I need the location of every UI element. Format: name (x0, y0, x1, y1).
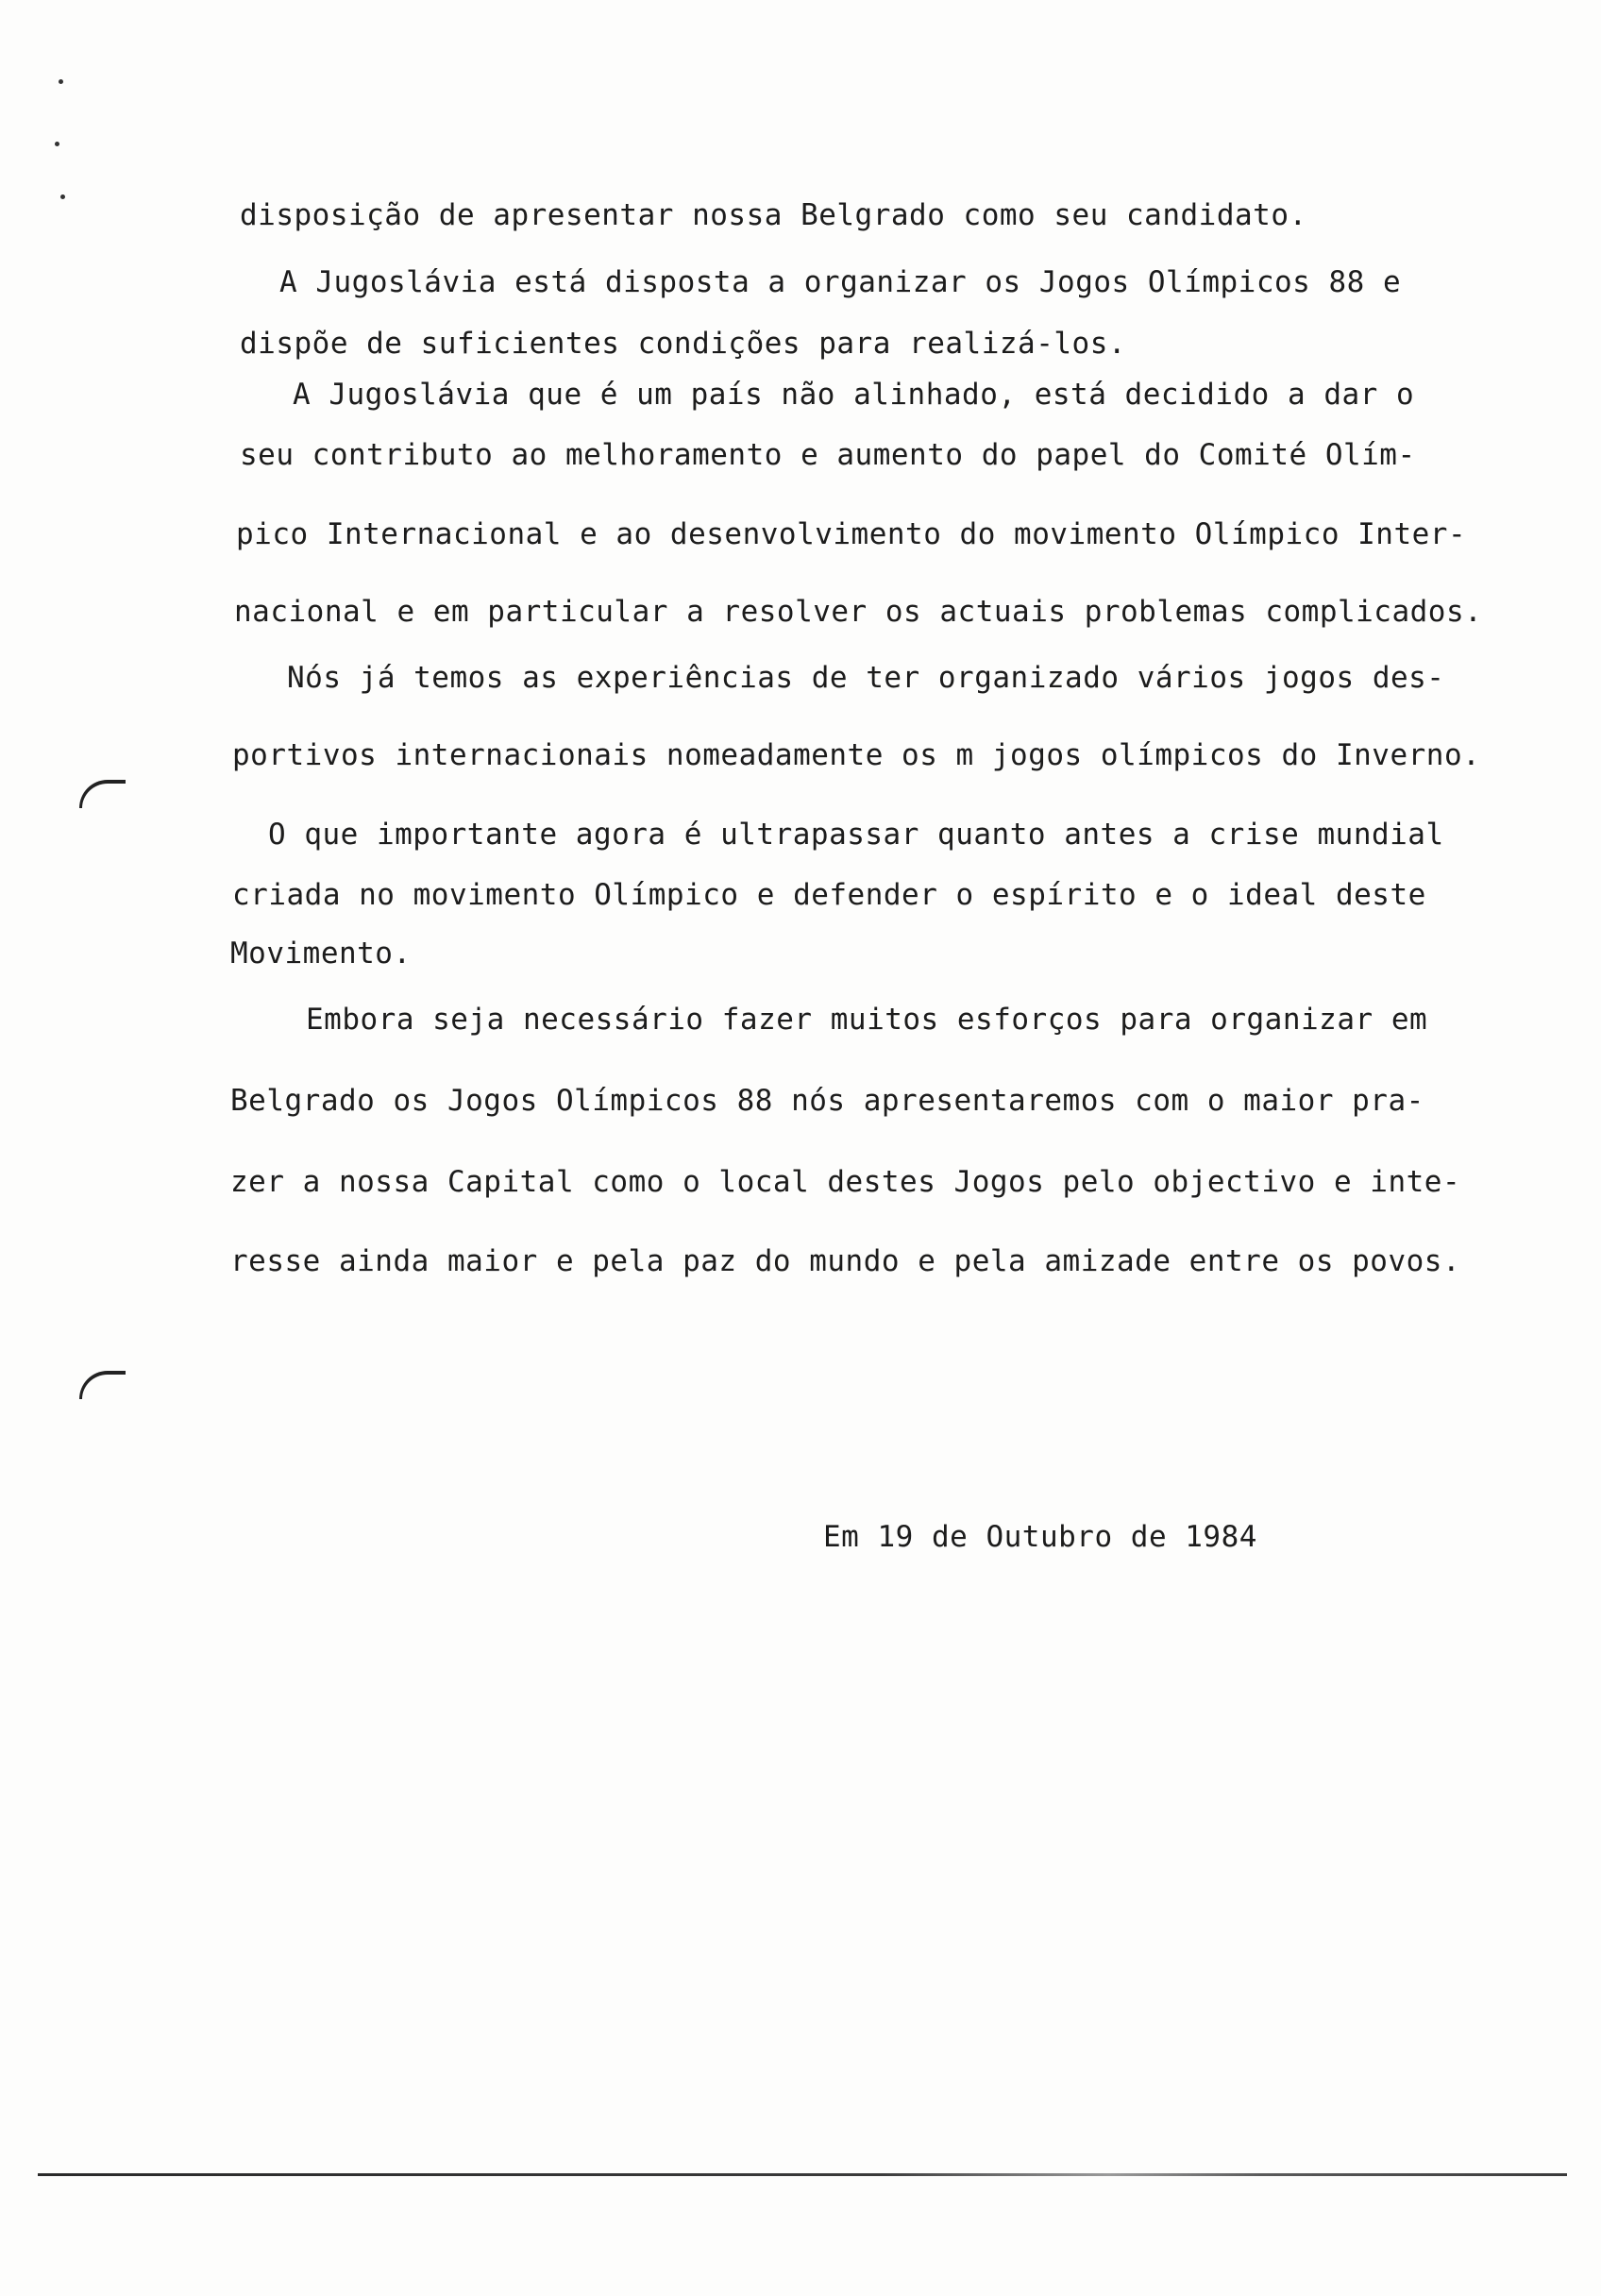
text-line: disposição de apresentar nossa Belgrado como seu candidato. (240, 198, 1307, 232)
text-line: Nós já temos as experiências de ter organizado vários jogos des- (287, 661, 1445, 695)
text-line: O que importante agora é ultrapassar quanto antes a crise mundial (268, 818, 1444, 852)
scan-speck (59, 79, 63, 84)
text-line: seu contributo ao melhoramento e aumento do papel do Comité Olím- (240, 438, 1416, 472)
text-line: Embora seja necessário fazer muitos esforços para organizar em (306, 1003, 1428, 1037)
scan-speck (55, 142, 59, 146)
document-date: Em 19 de Outubro de 1984 (823, 1520, 1257, 1554)
text-line: resse ainda maior e pela paz do mundo e pela amizade entre os povos. (230, 1244, 1461, 1278)
text-line: Belgrado os Jogos Olímpicos 88 nós apresentaremos com o maior pra- (230, 1084, 1424, 1118)
scan-speck (60, 194, 65, 199)
punch-hole-mark (79, 780, 126, 808)
bottom-rule (38, 2173, 1567, 2176)
text-line: zer a nossa Capital como o local destes Jogos pelo objectivo e inte- (230, 1165, 1461, 1199)
text-line: A Jugoslávia que é um país não alinhado, está decidido a dar o (293, 378, 1415, 412)
text-line: criada no movimento Olímpico e defender o espírito e o ideal deste (232, 878, 1426, 912)
text-line: portivos internacionais nomeadamente os m jogos olímpicos do Inverno. (232, 738, 1481, 772)
text-line: pico Internacional e ao desenvolvimento do movimento Olímpico Inter- (236, 517, 1467, 551)
text-line: Movimento. (230, 937, 412, 971)
text-line: A Jugoslávia está disposta a organizar os Jogos Olímpicos 88 e (279, 265, 1402, 299)
text-line: nacional e em particular a resolver os actuais problemas complicados. (234, 595, 1483, 629)
punch-hole-mark (79, 1371, 126, 1399)
text-line: dispõe de suficientes condições para realizá-los. (240, 327, 1127, 361)
